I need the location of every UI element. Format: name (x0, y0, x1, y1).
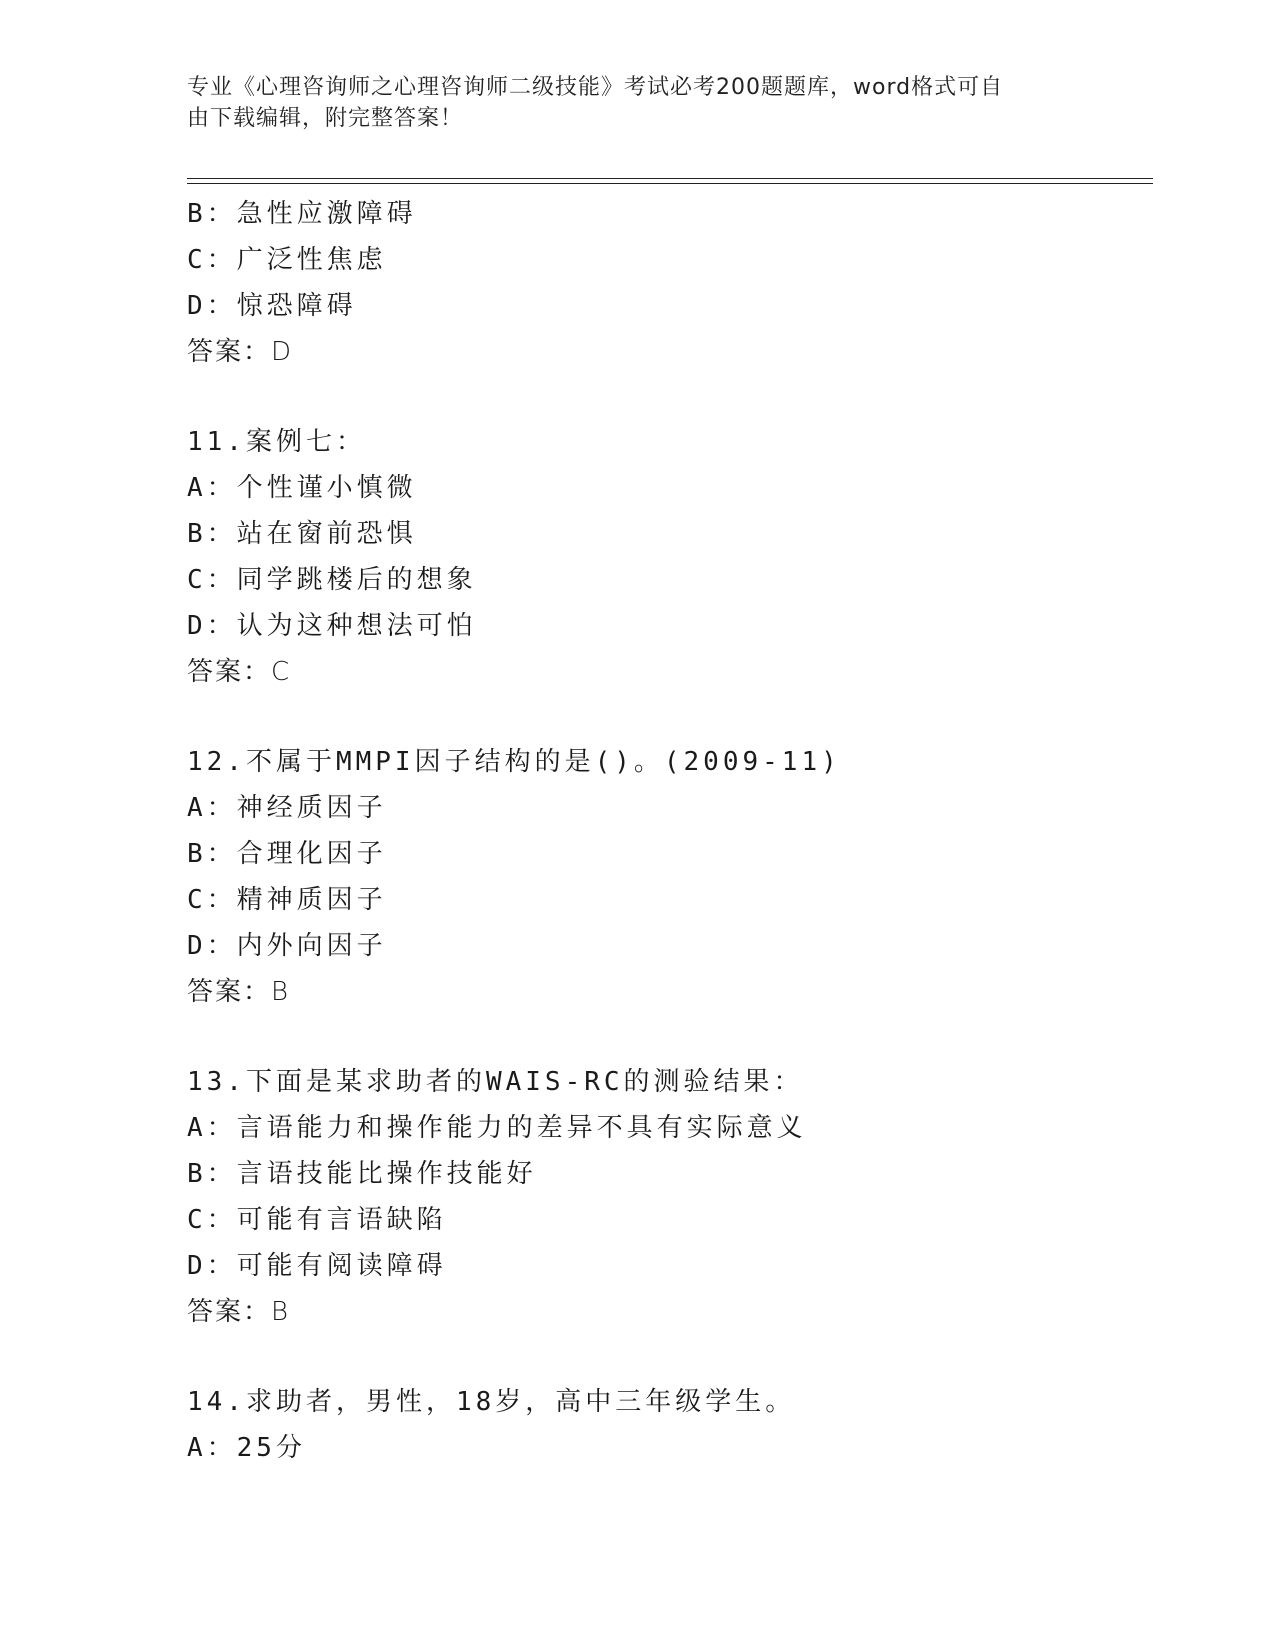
answer: 答案：B (187, 1297, 291, 1327)
header-line-1: 专业《心理咨询师之心理咨询师二级技能》考试必考200题题库，word格式可自 (187, 75, 1004, 100)
question-12 (187, 739, 1153, 1015)
question-stem: 11.案例七： (187, 427, 366, 457)
option-a: A：25分 (187, 1433, 306, 1463)
question-partial (187, 191, 1153, 375)
option-c: C：可能有言语缺陷 (187, 1205, 447, 1235)
option-b: B：言语技能比操作技能好 (187, 1159, 537, 1189)
answer: 答案：C (187, 657, 292, 687)
question-list (187, 191, 1153, 1471)
option-b: B：急性应激障碍 (187, 199, 417, 229)
answer: 答案：B (187, 977, 291, 1007)
option-d: D：可能有阅读障碍 (187, 1251, 447, 1281)
question-13 (187, 1059, 1153, 1335)
question-11 (187, 419, 1153, 695)
document-header (187, 72, 1067, 134)
question-stem: 14.求助者，男性，18岁，高中三年级学生。 (187, 1387, 796, 1417)
option-d: D：认为这种想法可怕 (187, 611, 477, 641)
question-14 (187, 1379, 1153, 1471)
header-line-2: 由下载编辑，附完整答案！ (187, 106, 464, 131)
option-a: A：神经质因子 (187, 793, 387, 823)
option-d: D：惊恐障碍 (187, 291, 357, 321)
option-a: A：个性谨小慎微 (187, 473, 417, 503)
question-stem: 13.下面是某求助者的WAIS-RC的测验结果： (187, 1067, 804, 1097)
option-c: C：同学跳楼后的想象 (187, 565, 477, 595)
option-b: B：站在窗前恐惧 (187, 519, 417, 549)
option-c: C：精神质因子 (187, 885, 387, 915)
option-c: C：广泛性焦虑 (187, 245, 387, 275)
option-b: B：合理化因子 (187, 839, 387, 869)
option-a: A：言语能力和操作能力的差异不具有实际意义 (187, 1113, 807, 1143)
question-stem: 12.不属于MMPI因子结构的是()。(2009-11) (187, 747, 841, 777)
option-d: D：内外向因子 (187, 931, 387, 961)
header-divider-top (187, 178, 1153, 179)
answer: 答案：D (187, 337, 294, 367)
header-divider-bottom (187, 183, 1153, 184)
